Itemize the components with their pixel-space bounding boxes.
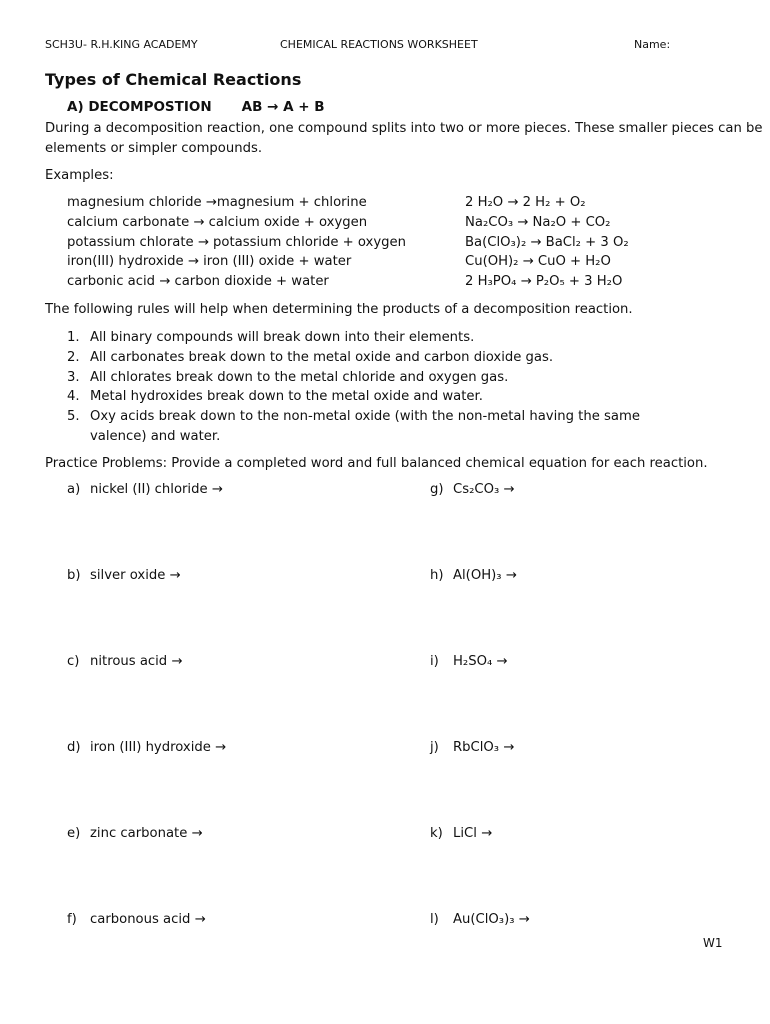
- rule-text: All binary compounds will break down into their elements.: [90, 330, 475, 345]
- rule-number: 2.: [67, 349, 80, 365]
- problem-letter: d): [67, 740, 81, 755]
- problem-letter: h): [430, 568, 444, 583]
- rule-item: [67, 387, 690, 407]
- problem-text: zinc carbonate →: [90, 826, 203, 841]
- problem-text: H₂SO₄ →: [453, 654, 508, 669]
- problem-letter: l): [430, 912, 439, 927]
- problem-letter: j): [430, 740, 439, 755]
- problem-letter: a): [67, 482, 81, 497]
- problem-letter: e): [67, 826, 81, 841]
- rule-number: 3.: [67, 369, 80, 385]
- formula-example: Ba(ClO₃)₂ → BaCl₂ + 3 O₂: [465, 234, 629, 250]
- footer-label: W1: [703, 936, 723, 950]
- problem-letter: k): [430, 826, 443, 841]
- formula-example: Cu(OH)₂ → CuO + H₂O: [465, 254, 611, 270]
- problem-text: carbonous acid →: [90, 912, 206, 927]
- word-examples: [67, 193, 406, 292]
- section-heading: [67, 99, 325, 115]
- rule-text: Metal hydroxides break down to the metal oxide and water.: [90, 389, 483, 405]
- rule-text: All carbonates break down to the metal oxide and carbon dioxide gas.: [90, 349, 554, 365]
- rule-item: [67, 328, 690, 348]
- problem-text: RbClO₃ →: [453, 740, 515, 755]
- rule-item: [67, 348, 690, 368]
- word-example: iron(III) hydroxide → iron (III) oxide + water: [67, 254, 352, 270]
- general-equation: AB → A + B: [241, 99, 325, 115]
- formula-example: 2 H₃PO₄ → P₂O₅ + 3 H₂O: [465, 274, 623, 290]
- rules-list: [67, 328, 690, 447]
- problem-letter: c): [67, 654, 80, 669]
- header-name-label: Name:: [634, 38, 671, 51]
- word-example: carbonic acid → carbon dioxide + water: [67, 274, 329, 290]
- problem-g: [430, 482, 514, 497]
- word-example: calcium carbonate → calcium oxide + oxygen: [67, 214, 368, 230]
- problem-i: [430, 654, 507, 669]
- problem-j: [430, 740, 514, 755]
- word-example: potassium chlorate → potassium chloride + oxygen: [67, 234, 407, 250]
- problem-d: [67, 740, 226, 755]
- problem-text: iron (III) hydroxide →: [90, 740, 227, 755]
- problem-letter: g): [430, 482, 444, 497]
- problem-letter: i): [430, 654, 439, 669]
- section-label: A) DECOMPOSTION: [67, 99, 212, 115]
- rule-item: [67, 368, 690, 388]
- problem-f: [67, 912, 206, 927]
- problem-e: [67, 826, 203, 841]
- problem-letter: b): [67, 568, 81, 583]
- rule-item: [67, 407, 690, 447]
- header-worksheet-title: CHEMICAL REACTIONS WORKSHEET: [280, 38, 478, 51]
- word-example: magnesium chloride →magnesium + chlorine: [67, 195, 367, 210]
- formula-example: 2 H₂O → 2 H₂ + O₂: [465, 195, 586, 210]
- rule-number: 1.: [67, 330, 80, 345]
- problem-text: LiCl →: [453, 826, 493, 841]
- formula-example: Na₂CO₃ → Na₂O + CO₂: [465, 214, 611, 230]
- page-title: Types of Chemical Reactions: [45, 70, 302, 89]
- rule-text: All chlorates break down to the metal chloride and oxygen gas.: [90, 369, 509, 385]
- practice-intro: Practice Problems: Provide a completed word and full balanced chemical equation for each reaction.: [45, 456, 708, 471]
- problem-text: Al(OH)₃ →: [453, 568, 517, 583]
- examples-label: Examples:: [45, 168, 114, 183]
- problem-b: [67, 568, 181, 583]
- problem-letter: f): [67, 912, 77, 927]
- formula-examples: [465, 193, 629, 292]
- intro-line-1: During a decomposition reaction, one compound splits into two or more pieces. These smaller pieces can be: [45, 121, 763, 136]
- problem-h: [430, 568, 517, 583]
- intro-line-2: elements or simpler compounds.: [45, 141, 263, 156]
- rules-intro: The following rules will help when determining the products of a decomposition reaction.: [45, 302, 633, 317]
- problem-l: [430, 912, 530, 927]
- problem-k: [430, 826, 492, 841]
- problem-text: nickel (II) chloride →: [90, 482, 223, 497]
- problem-text: Cs₂CO₃ →: [453, 482, 515, 497]
- problem-text: silver oxide →: [90, 568, 181, 583]
- problem-text: Au(ClO₃)₃ →: [453, 912, 530, 927]
- problem-c: [67, 654, 182, 669]
- rule-number: 5.: [67, 409, 80, 425]
- problem-a: [67, 482, 223, 497]
- rule-number: 4.: [67, 389, 80, 405]
- header-course: SCH3U- R.H.KING ACADEMY: [45, 38, 198, 51]
- rule-text: Oxy acids break down to the non-metal oxide (with the non-metal having the same valence) and water.: [90, 409, 640, 444]
- problem-text: nitrous acid →: [90, 654, 183, 669]
